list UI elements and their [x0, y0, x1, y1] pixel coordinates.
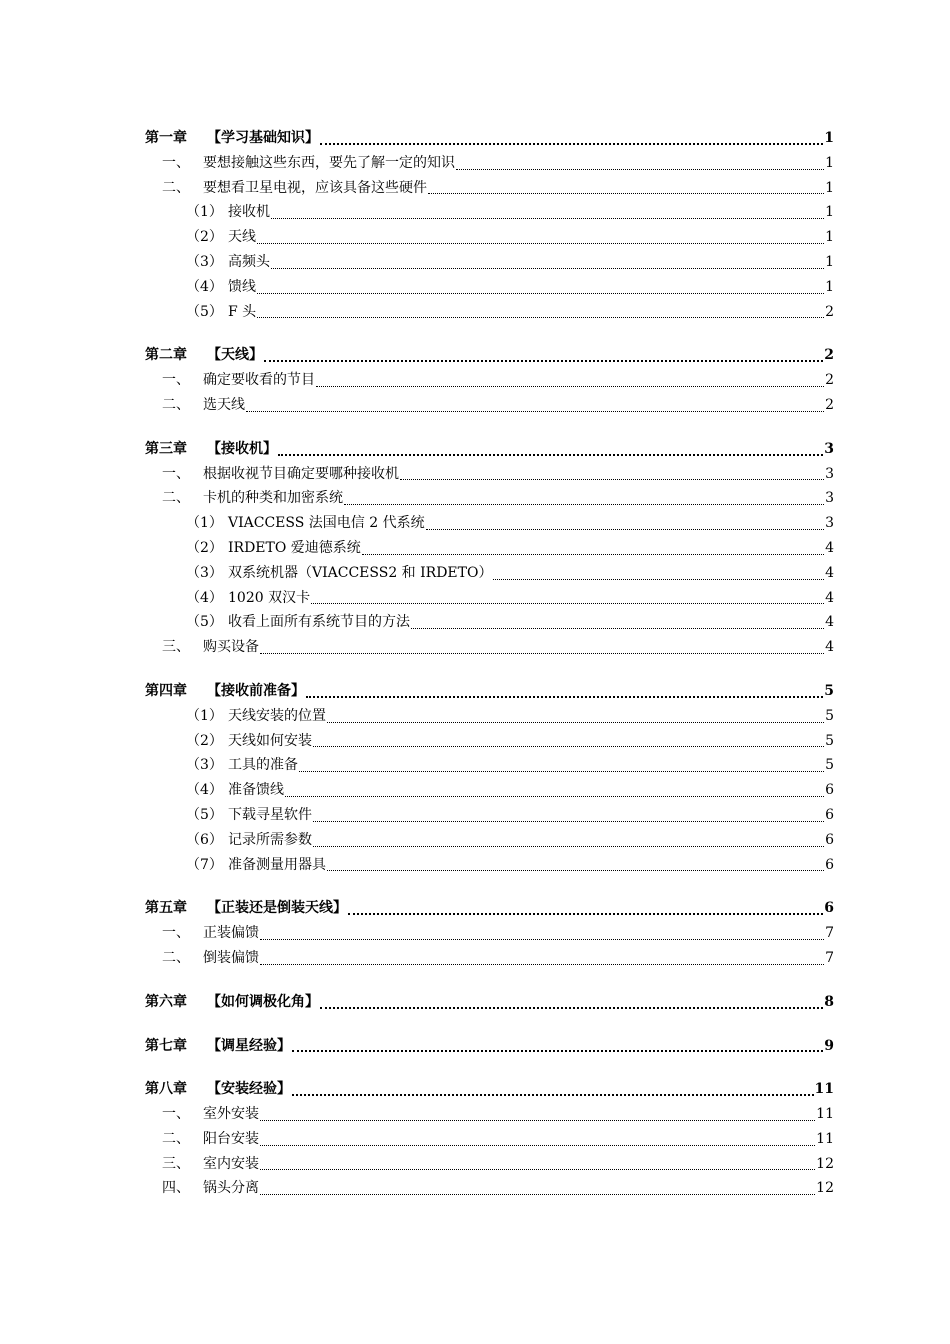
toc-entry-page-number: 11: [814, 1081, 834, 1098]
toc-entry-title: 【学习基础知识】: [207, 130, 319, 146]
toc-entry-title: 准备测量用器具: [228, 856, 326, 873]
toc-entry-number: 第二章: [145, 347, 187, 364]
toc-entry-page-number: 6: [825, 831, 834, 848]
toc-entry-number: 一、: [162, 372, 190, 389]
toc-entry[interactable]: [145, 753, 834, 778]
dot-leader: [257, 316, 824, 318]
toc-entry-number: 三、: [162, 639, 190, 656]
toc-entry-title: 要想看卫星电视，应该具备这些硬件: [203, 179, 427, 196]
dot-leader: [327, 869, 824, 871]
toc-entry-title: 馈线: [228, 278, 256, 295]
dot-leader: [316, 385, 824, 387]
toc-entry-title: 下载寻星软件: [228, 806, 312, 823]
toc-entry-title: 室外安装: [203, 1106, 259, 1123]
toc-entry-title: 【天线】: [207, 347, 263, 364]
toc-entry-title: 高频头: [228, 253, 270, 270]
toc-entry-title: 阳台安装: [203, 1130, 259, 1147]
toc-entry-title: 卡机的种类和加密系统: [203, 490, 343, 507]
toc-entry-number: 二、: [162, 949, 190, 966]
dot-leader: [292, 1093, 814, 1096]
toc-entry-number: 二、: [162, 490, 190, 507]
toc-entry-page-number: 1: [825, 229, 834, 246]
dot-leader: [260, 963, 824, 965]
toc-entry-number: 第五章: [145, 900, 187, 917]
toc-entry[interactable]: [145, 561, 834, 586]
toc-entry-page-number: 8: [824, 993, 834, 1010]
toc-entry-number: 二、: [162, 1130, 190, 1147]
dot-leader: [320, 1006, 823, 1009]
toc-entry[interactable]: [145, 778, 834, 803]
toc-entry-number: （2）: [186, 732, 223, 749]
toc-entry-page-number: 3: [825, 515, 834, 532]
toc-entry-page-number: 3: [824, 440, 834, 457]
toc-entry[interactable]: [145, 803, 834, 828]
toc-entry-number: 二、: [162, 179, 190, 196]
toc-chapter-entry[interactable]: [145, 1077, 834, 1102]
dot-leader: [313, 820, 824, 822]
toc-entry-number: （5）: [186, 806, 223, 823]
toc-entry[interactable]: [145, 393, 834, 418]
toc-entry-title: 正装偏馈: [203, 925, 259, 942]
toc-entry-number: 第三章: [145, 440, 187, 457]
toc-entry-page-number: 12: [816, 1180, 834, 1197]
toc-entry-page-number: 4: [825, 539, 834, 556]
toc-entry-title: 购买设备: [203, 639, 259, 656]
dot-leader: [411, 627, 824, 629]
toc-entry-title: 选天线: [203, 396, 245, 413]
toc-entry[interactable]: [145, 151, 834, 176]
toc-entry-page-number: 11: [816, 1106, 834, 1123]
dot-leader: [348, 912, 823, 915]
dot-leader: [327, 721, 824, 723]
toc-entry-title: 【接收机】: [207, 440, 277, 457]
toc-entry[interactable]: [145, 225, 834, 250]
toc-entry-page-number: 1: [825, 204, 834, 221]
toc-entry-number: 第四章: [145, 682, 187, 699]
toc-chapter-entry[interactable]: [145, 679, 834, 704]
dot-leader: [344, 503, 824, 505]
toc-entry-title: 【接收前准备】: [207, 682, 305, 699]
toc-entry-title: 确定要收看的节目: [203, 372, 315, 389]
toc-entry-number: （5）: [186, 303, 223, 320]
toc-entry-number: 二、: [162, 396, 190, 413]
toc-entry-page-number: 4: [825, 589, 834, 606]
dot-leader: [271, 217, 824, 219]
toc-entry-page-number: 1: [825, 253, 834, 270]
toc-entry-page-number: 6: [825, 856, 834, 873]
dot-leader: [428, 192, 824, 194]
toc-entry-page-number: 2: [825, 396, 834, 413]
toc-entry-page-number: 4: [825, 564, 834, 581]
toc-entry-page-number: 7: [825, 925, 834, 942]
toc-entry-page-number: 4: [825, 614, 834, 631]
toc-entry-title: 准备馈线: [228, 782, 284, 799]
toc-entry-page-number: 1: [825, 179, 834, 196]
dot-leader: [285, 795, 824, 797]
toc-entry-number: （5）: [186, 614, 223, 631]
toc-entry-number: 四、: [162, 1180, 190, 1197]
toc-entry-page-number: 1: [825, 154, 834, 171]
toc-entry[interactable]: [145, 1176, 834, 1201]
toc-entry-number: 三、: [162, 1155, 190, 1172]
toc-entry[interactable]: [145, 486, 834, 511]
toc-entry-title: 【正装还是倒装天线】: [207, 900, 347, 917]
toc-entry-page-number: 2: [825, 372, 834, 389]
toc-entry-page-number: 6: [825, 782, 834, 799]
toc-entry-title: 要想接触这些东西，要先了解一定的知识: [203, 154, 455, 171]
dot-leader: [299, 770, 824, 772]
toc-entry-page-number: 12: [816, 1155, 834, 1172]
toc-entry[interactable]: [145, 275, 834, 300]
toc-entry-page-number: 9: [824, 1037, 834, 1054]
toc-entry-page-number: 5: [825, 757, 834, 774]
toc-entry-title: 记录所需参数: [228, 831, 312, 848]
toc-entry[interactable]: [145, 586, 834, 611]
toc-entry[interactable]: [145, 828, 834, 853]
dot-leader: [306, 695, 823, 698]
toc-entry-title: VIACCESS 法国电信 2 代系统: [228, 515, 425, 532]
toc-entry-page-number: 2: [825, 303, 834, 320]
toc-entry[interactable]: [145, 536, 834, 561]
toc-entry-title: 接收机: [228, 204, 270, 221]
table-of-contents: [145, 126, 834, 1201]
toc-entry-number: 第八章: [145, 1081, 187, 1098]
toc-entry-title: 【如何调极化角】: [207, 993, 319, 1010]
toc-entry-page-number: 6: [825, 806, 834, 823]
toc-entry-page-number: 11: [816, 1130, 834, 1147]
toc-entry-title: 1020 双汉卡: [228, 589, 311, 606]
toc-entry-page-number: 1: [824, 130, 834, 146]
dot-leader: [278, 453, 823, 456]
dot-leader: [257, 292, 824, 294]
dot-leader: [271, 267, 824, 269]
toc-entry[interactable]: [145, 176, 834, 201]
toc-entry-title: 锅头分离: [203, 1180, 259, 1197]
toc-entry[interactable]: [145, 729, 834, 754]
toc-entry[interactable]: [145, 200, 834, 225]
dot-leader: [313, 745, 824, 747]
dot-leader: [362, 553, 824, 555]
toc-entry-title: 天线安装的位置: [228, 707, 326, 724]
toc-entry-page-number: 4: [825, 639, 834, 656]
toc-entry-number: 一、: [162, 465, 190, 482]
toc-entry-page-number: 5: [825, 707, 834, 724]
toc-entry-number: （4）: [186, 589, 223, 606]
dot-leader: [246, 410, 824, 412]
toc-chapter-entry[interactable]: [145, 896, 834, 921]
toc-entry-number: （3）: [186, 564, 223, 581]
toc-entry-page-number: 2: [824, 347, 834, 364]
toc-entry-page-number: 3: [825, 490, 834, 507]
toc-entry-page-number: 5: [824, 682, 834, 699]
toc-entry-number: （7）: [186, 856, 223, 873]
toc-entry-number: （6）: [186, 831, 223, 848]
toc-entry[interactable]: [145, 921, 834, 946]
dot-leader: [400, 478, 824, 480]
toc-entry-title: 室内安装: [203, 1155, 259, 1172]
toc-entry-number: （3）: [186, 757, 223, 774]
toc-entry[interactable]: [145, 610, 834, 635]
toc-entry[interactable]: [145, 1152, 834, 1177]
dot-leader: [260, 938, 824, 940]
toc-entry[interactable]: [145, 635, 834, 660]
toc-entry-number: 第七章: [145, 1037, 187, 1054]
toc-entry[interactable]: [145, 462, 834, 487]
toc-entry-title: 天线: [228, 229, 256, 246]
toc-entry-title: IRDETO 爱迪德系统: [228, 539, 361, 556]
toc-entry-number: 一、: [162, 1106, 190, 1123]
toc-entry-title: 双系统机器（VIACCESS2 和 IRDETO）: [228, 564, 493, 581]
toc-entry-number: （1）: [186, 515, 223, 532]
toc-entry-number: 一、: [162, 925, 190, 942]
dot-leader: [292, 1049, 823, 1052]
toc-entry-page-number: 6: [824, 900, 834, 917]
toc-entry[interactable]: [145, 250, 834, 275]
toc-entry[interactable]: [145, 1102, 834, 1127]
toc-entry-page-number: 1: [825, 278, 834, 295]
toc-entry-title: 【调星经验】: [207, 1037, 291, 1054]
toc-entry-page-number: 5: [825, 732, 834, 749]
toc-entry-number: （2）: [186, 539, 223, 556]
toc-entry[interactable]: [145, 853, 834, 878]
dot-leader: [320, 142, 823, 145]
toc-entry-title: 工具的准备: [228, 757, 298, 774]
toc-entry[interactable]: [145, 368, 834, 393]
dot-leader: [311, 602, 824, 604]
dot-leader: [264, 359, 823, 362]
toc-entry-number: （4）: [186, 782, 223, 799]
dot-leader: [260, 1144, 815, 1146]
toc-entry-title: 倒装偏馈: [203, 949, 259, 966]
toc-entry-title: 收看上面所有系统节目的方法: [228, 614, 410, 631]
dot-leader: [260, 652, 824, 654]
dot-leader: [456, 168, 824, 170]
toc-entry-number: （1）: [186, 204, 223, 221]
dot-leader: [257, 242, 824, 244]
toc-entry-number: （3）: [186, 253, 223, 270]
dot-leader: [260, 1168, 815, 1170]
dot-leader: [260, 1119, 815, 1121]
dot-leader: [426, 528, 824, 530]
toc-chapter-entry[interactable]: [145, 990, 834, 1015]
toc-entry[interactable]: [145, 511, 834, 536]
toc-chapter-entry[interactable]: [145, 1034, 834, 1059]
toc-entry-number: 第一章: [145, 130, 187, 146]
toc-entry-number: 第六章: [145, 993, 187, 1010]
toc-entry-number: （1）: [186, 707, 223, 724]
toc-entry[interactable]: [145, 1127, 834, 1152]
toc-entry-title: 根据收视节目确定要哪种接收机: [203, 465, 399, 482]
toc-entry-number: （2）: [186, 229, 223, 246]
toc-entry-page-number: 7: [825, 949, 834, 966]
toc-entry-page-number: 3: [825, 465, 834, 482]
toc-chapter-entry[interactable]: [145, 126, 834, 151]
toc-entry-title: F 头: [228, 303, 257, 320]
toc-entry[interactable]: [145, 300, 834, 325]
toc-chapter-entry[interactable]: [145, 343, 834, 368]
toc-entry-number: 一、: [162, 154, 190, 171]
toc-entry-title: 天线如何安装: [228, 732, 312, 749]
toc-entry[interactable]: [145, 704, 834, 729]
toc-entry[interactable]: [145, 946, 834, 971]
toc-entry-title: 【安装经验】: [207, 1081, 291, 1098]
toc-chapter-entry[interactable]: [145, 437, 834, 462]
toc-entry-number: （4）: [186, 278, 223, 295]
dot-leader: [260, 1193, 815, 1195]
dot-leader: [493, 578, 824, 580]
dot-leader: [313, 845, 824, 847]
